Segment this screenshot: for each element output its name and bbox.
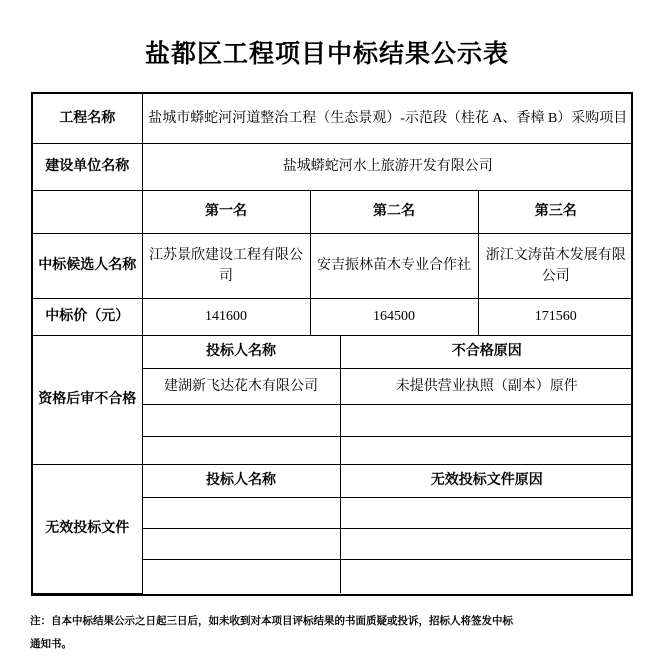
table-row — [33, 233, 633, 298]
postqual-bidder-empty — [142, 405, 340, 437]
project-name-value: 盐城市蟒蛇河河道整治工程（生态景观）-示范段（桂花 A、香樟 B）采购项目 — [142, 94, 633, 143]
invalid-bid-section-table — [33, 465, 633, 594]
footnote: 注：自本中标结果公示之日起三日后，如未收到对本项目评标结果的书面质疑或投诉，招标人将签发中标通知书。 — [30, 615, 513, 650]
postqual-section-label: 资格后审不合格 — [33, 336, 142, 465]
bid-result-table — [31, 92, 633, 596]
postqual-bidder-empty — [142, 437, 340, 465]
price-label: 中标价（元） — [33, 298, 142, 335]
candidate-third: 浙江文涛苗木发展有限公司 — [478, 233, 633, 298]
postqual-reason-value: 未提供营业执照（副本）原件 — [340, 369, 633, 405]
price-third: 171560 — [478, 298, 633, 335]
invalid-reason-empty — [340, 559, 633, 593]
postqual-bidder-header: 投标人名称 — [142, 336, 340, 369]
table-row — [33, 143, 633, 190]
invalid-bidder-empty — [142, 559, 340, 593]
owner-value: 盐城蟒蛇河水上旅游开发有限公司 — [142, 143, 633, 190]
invalid-section-label: 无效投标文件 — [33, 465, 142, 593]
invalid-reason-empty — [340, 528, 633, 559]
page-title: 盐都区工程项目中标结果公示表 — [144, 39, 509, 68]
owner-label: 建设单位名称 — [33, 143, 142, 190]
candidate-first: 江苏景欣建设工程有限公司 — [142, 233, 310, 298]
candidate-second: 安吉振林苗木专业合作社 — [310, 233, 478, 298]
postqual-reason-empty — [340, 405, 633, 437]
invalid-bidder-empty — [142, 528, 340, 559]
rank-header-second: 第二名 — [310, 190, 478, 233]
table-row — [33, 465, 633, 497]
invalid-bidder-header: 投标人名称 — [142, 465, 340, 497]
table-row — [33, 298, 633, 335]
invalid-reason-header: 无效投标文件原因 — [340, 465, 633, 497]
candidates-label: 中标候选人名称 — [33, 233, 142, 298]
rank-header-first: 第一名 — [142, 190, 310, 233]
postqual-reason-header: 不合格原因 — [340, 336, 633, 369]
empty-cell — [33, 190, 142, 233]
invalid-bidder-empty — [142, 497, 340, 528]
postqual-section-table — [33, 336, 633, 466]
price-first: 141600 — [142, 298, 310, 335]
project-name-label: 工程名称 — [33, 94, 142, 143]
postqual-bidder-value: 建湖新飞达花木有限公司 — [142, 369, 340, 405]
project-info-table — [33, 94, 633, 336]
rank-header-third: 第三名 — [478, 190, 633, 233]
table-row — [33, 190, 633, 233]
table-row — [33, 94, 633, 143]
postqual-reason-empty — [340, 437, 633, 465]
invalid-reason-empty — [340, 497, 633, 528]
price-second: 164500 — [310, 298, 478, 335]
table-row — [33, 336, 633, 369]
